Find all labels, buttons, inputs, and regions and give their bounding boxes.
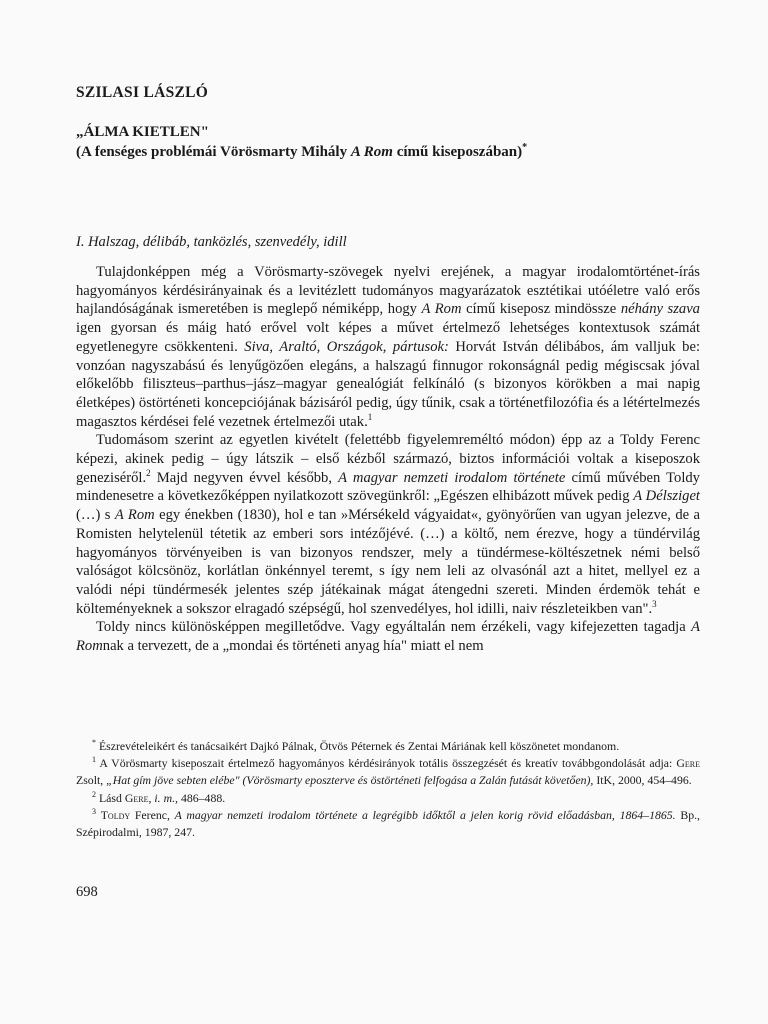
footnote-ref: 1 [367, 411, 373, 422]
article-title: „ÁLMA KIETLEN" [76, 124, 209, 140]
footnote-ref: 3 [652, 598, 657, 609]
footnotes [76, 738, 700, 841]
footnote: $^2$ Lásd Gere, i. m., 486–488. [92, 789, 226, 805]
section-heading: I. Halszag, délibáb, tanközlés, szenvedély, idill [76, 234, 347, 250]
paragraph: Toldy nincs különösképpen megilletődve. Vagy egyáltalán nem érzékeli, vagy kifejezetten tagadja A Romnak a tervezett, de a „mondai és történeti anyag hía" miatt el nem [76, 619, 700, 655]
footnote: * Észrevételeikért és tanácsaikért Dajkó Pálnak, Ötvös Péternek és Zentai Máriának kell köszönetet mondanom. [92, 738, 620, 753]
footnote: $^3$ Toldy Ferenc, A magyar nemzeti irodalom története a legrégibb időktől a jelen korig rövid előadásban, 1864–1865. Bp., Szépirodalmi, 1987, 247. [76, 806, 700, 840]
paragraph: Tulajdonképpen még a Vörösmarty-szövegek nyelvi erejének, a magyar irodalomtörténet-írás hagyományos kérdésirányainak és a levitézlett tudományos magyarázatok esztétikai utóéletre való erős hajlandóságának ismeretében is meglepő némiképp, hogy A Rom című kiseposz mindössze néhány szava igen gyorsan és máig ható erővel volt képes a művet értelmező lehetséges kontextusok számát egyetlenegyre csökkenteni. Siva, Araltó, Országok, pártusok: Horvát István délibábos, ám valljuk be: vonzóan nagyszabású és lenyűgözően elegáns, a halszagú finnugor rokonságnál pedig mégiscsak jóval előkelőbb filiszteus–parthus–jász–magyar genealógiát felkínáló (s bizonyos körökben a mai napig életképes) östörténeti koncepciójának bázisáról pedig, úgy tűnik, csak a történetfilozófia és a létértelmezés magasztos kérdései felé vezetnek értelmezői utak.$^1$ [76, 264, 701, 430]
author-name: SZILASI LÁSZLÓ [76, 84, 209, 101]
page-number: 698 [76, 884, 98, 900]
article-subtitle: (A fenséges problémái Vörösmarty Mihály A Rom című kiseposzában)* [76, 142, 528, 160]
footnote-star-ref: * [522, 142, 528, 153]
footnote-ref: 2 [146, 467, 151, 478]
footnote: $^1$ A Vörösmarty kiseposzait értelmező hagyományos kérdésirányok totális összegzését és kreatív továbbgondolását adja: Gere Zsolt, „Hat gím jöve sebten elébe" (Vörösmarty eposzterve és östörténeti felfogása a Zalán futását követően), ItK, 2000, 454–496. [76, 755, 700, 788]
body-text [76, 263, 700, 656]
paragraph: Tudomásom szerint az egyetlen kivételt (felettébb figyelemreméltó módon) épp az a Toldy Ferenc képezi, akinek pedig – úgy látszik – első kézből származó, biztos információi voltak a kiseposzok geneziséről.$^2$ Majd negyven évvel később, A magyar nemzeti irodalom története című művében Toldy mindenesetre a következőképpen nyilatkozott szövegünkről: „Egészen elhibázott művek pedig A Délsziget (…) s A Rom egy énekben (1830), hol e tan »Mérsékeld vágyaidat«, gyönyörűen van ugyan jelezve, de a Romisten helytelenül tétetik az emberi sors intézőjévé. (…) a költő, nem érezve, hogy a tündérvilág hagyományos törvényeiben is van bizonyos rendszer, mely a tündérmese-költészetnek némi belső valóságot kölcsönöz, korlátlan önkénnyel teremt, s így nem leli az olvasónál azt a hitet, mellyel ez a valódi népi tündérmesék jelentes szép játékainak mágat átengedni szereti. Minden érdemök tehát e költeményeknek a sokszor elragadó szépségű, hol szenvedélyes, hol idilli, naiv részleteikben van".$^3$ [76, 432, 700, 617]
